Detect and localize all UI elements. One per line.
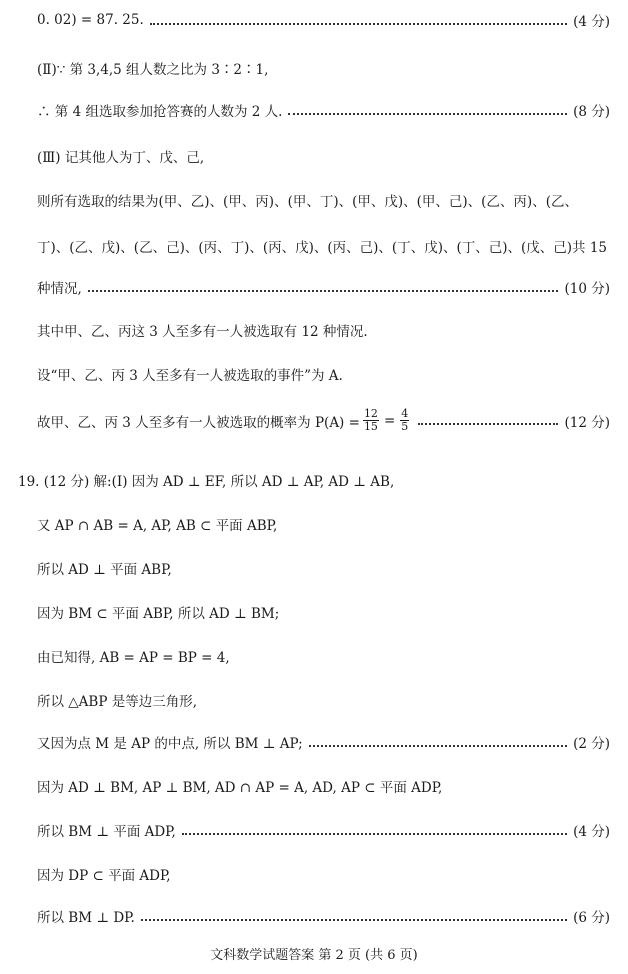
leader-dots xyxy=(141,918,567,921)
answer-text: ∴ 第 4 组选取参加抢答赛的人数为 2 人. xyxy=(37,104,283,120)
leader-dots xyxy=(150,22,567,25)
answer-text: 因为 AD ⊥ BM, AP ⊥ BM, AD ∩ AP = A, AD, AP ⊂ 平面 ADP, xyxy=(37,780,443,796)
answer-line-6 xyxy=(37,236,610,256)
q19-line-9 xyxy=(37,820,610,840)
answer-text: 所以 BM ⊥ DP. xyxy=(37,910,135,926)
fraction-numerator: 4 xyxy=(401,407,409,420)
answer-text: 又因为点 M 是 AP 的中点, 所以 BM ⊥ AP; xyxy=(37,736,303,752)
answer-text: 因为 BM ⊂ 平面 ABP, 所以 AD ⊥ BM; xyxy=(37,606,280,622)
q19-line-8 xyxy=(37,776,610,796)
answer-text: 因为 DP ⊂ 平面 ADP, xyxy=(37,868,171,884)
probability-line xyxy=(37,408,610,433)
q19-line-11 xyxy=(37,906,610,926)
answer-text: 丁)、(乙、戊)、(乙、己)、(丙、丁)、(丙、戊)、(丙、己)、(丁、戊)、(丁、己)、(戊、己)共 15 xyxy=(37,240,608,256)
q19-line-4 xyxy=(37,602,610,622)
leader-dots xyxy=(418,422,558,425)
answer-text: 设“甲、乙、丙 3 人至多有一人被选取的事件”为 A. xyxy=(37,368,343,384)
score-label: (8 分) xyxy=(573,104,610,120)
answer-text: 0. 02) = 87. 25. xyxy=(37,12,144,28)
leader-dots xyxy=(88,289,559,292)
q19-line-6 xyxy=(37,690,610,710)
answer-line-2 xyxy=(37,58,610,78)
answer-text: 所以 BM ⊥ 平面 ADP, xyxy=(37,824,176,840)
equals-sign: = xyxy=(383,412,396,429)
answer-text: 所以 AD ⊥ 平面 ABP, xyxy=(37,562,172,578)
answer-text: 种情况, xyxy=(37,281,82,297)
score-label: (4 分) xyxy=(573,824,610,840)
answer-text: 所以 △ABP 是等边三角形, xyxy=(37,694,198,710)
answer-text: 又 AP ∩ AB = A, AP, AB ⊂ 平面 ABP, xyxy=(37,518,278,534)
answer-line-3 xyxy=(37,100,610,120)
q19-line-7 xyxy=(37,732,610,752)
answer-line-1 xyxy=(37,10,610,30)
leader-dots xyxy=(288,112,567,115)
q19-line-1 xyxy=(18,470,610,490)
answer-line-8 xyxy=(37,320,610,340)
fraction-4-5 xyxy=(400,408,409,433)
answer-text: 由已知得, AB = AP = BP = 4, xyxy=(37,650,230,666)
score-label: (10 分) xyxy=(564,281,610,297)
leader-dots xyxy=(309,744,567,747)
answer-text: 则所有选取的结果为(甲、乙)、(甲、丙)、(甲、丁)、(甲、戊)、(甲、己)、(乙、丙)、(乙、 xyxy=(37,194,578,210)
answer-text: (Ⅲ) 记其他人为丁、戊、己, xyxy=(37,150,205,166)
score-label: (2 分) xyxy=(573,736,610,752)
q19-line-3 xyxy=(37,558,610,578)
answer-text: 19. (12 分) 解:(Ⅰ) 因为 AD ⊥ EF, 所以 AD ⊥ AP, AD ⊥ AB, xyxy=(18,474,395,490)
leader-dots xyxy=(182,832,567,835)
score-label: (6 分) xyxy=(573,910,610,926)
q19-line-5 xyxy=(37,646,610,666)
fraction-12-15 xyxy=(363,408,379,433)
answer-line-4 xyxy=(37,146,610,166)
page-footer: 文科数学试题答案 第 2 页 (共 6 页) xyxy=(210,948,418,963)
answer-text: (Ⅱ)∵ 第 3,4,5 组人数之比为 3∶2∶1, xyxy=(37,62,269,78)
answer-text: 其中甲、乙、丙这 3 人至多有一人被选取有 12 种情况. xyxy=(37,324,368,340)
answer-line-9 xyxy=(37,364,610,384)
q19-line-10 xyxy=(37,864,610,884)
answer-line-5 xyxy=(37,190,610,210)
fraction-denominator: 15 xyxy=(363,420,378,433)
fraction-numerator: 12 xyxy=(363,407,378,420)
fraction-denominator: 5 xyxy=(401,420,409,433)
score-label: (12 分) xyxy=(564,414,610,431)
probability-text: 故甲、乙、丙 3 人至多有一人被选取的概率为 P(A) = xyxy=(37,414,360,431)
answer-line-7 xyxy=(37,277,610,297)
score-label: (4 分) xyxy=(573,14,610,30)
q19-line-2 xyxy=(37,514,610,534)
